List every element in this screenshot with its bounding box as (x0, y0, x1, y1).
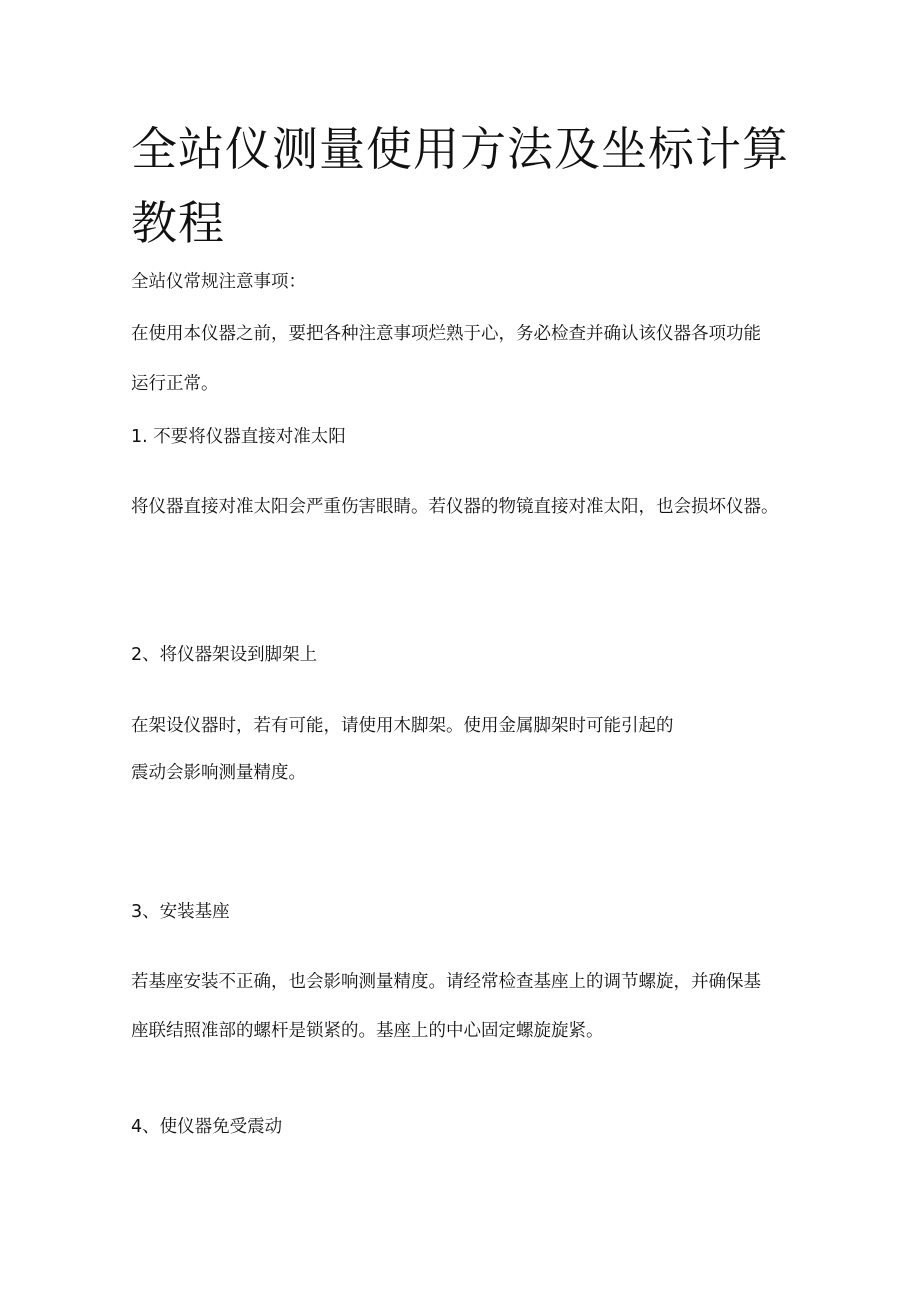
item-2-body-line-1: 在架设仪器时，若有可能，请使用木脚架。使用金属脚架时可能引起的 (131, 716, 674, 736)
section-heading-precautions: 全站仪常规注意事项： (131, 272, 306, 292)
item-1-heading: 1. 不要将仪器直接对准太阳 (131, 427, 346, 447)
item-3-body-line-2: 座联结照准部的螺杆是锁紧的。基座上的中心固定螺旋旋紧。 (131, 1021, 604, 1041)
item-1-body: 将仪器直接对准太阳会严重伤害眼睛。若仪器的物镜直接对准太阳，也会损坏仪器。 (131, 497, 779, 517)
item-4-heading: 4、使仪器免受震动 (131, 1117, 283, 1137)
document-title: 全站仪测量使用方法及坐标计算教程 (131, 122, 789, 250)
item-2-body-line-2: 震动会影响测量精度。 (131, 763, 306, 783)
paragraph-intro-line-2: 运行正常。 (131, 374, 219, 394)
item-3-heading: 3、安装基座 (131, 902, 230, 922)
paragraph-intro-line-1: 在使用本仪器之前，要把各种注意事项烂熟于心，务必检查并确认该仪器各项功能 (131, 324, 761, 344)
item-2-heading: 2、将仪器架设到脚架上 (131, 645, 318, 665)
item-3-body-line-1: 若基座安装不正确，也会影响测量精度。请经常检查基座上的调节螺旋，并确保基 (131, 972, 761, 992)
